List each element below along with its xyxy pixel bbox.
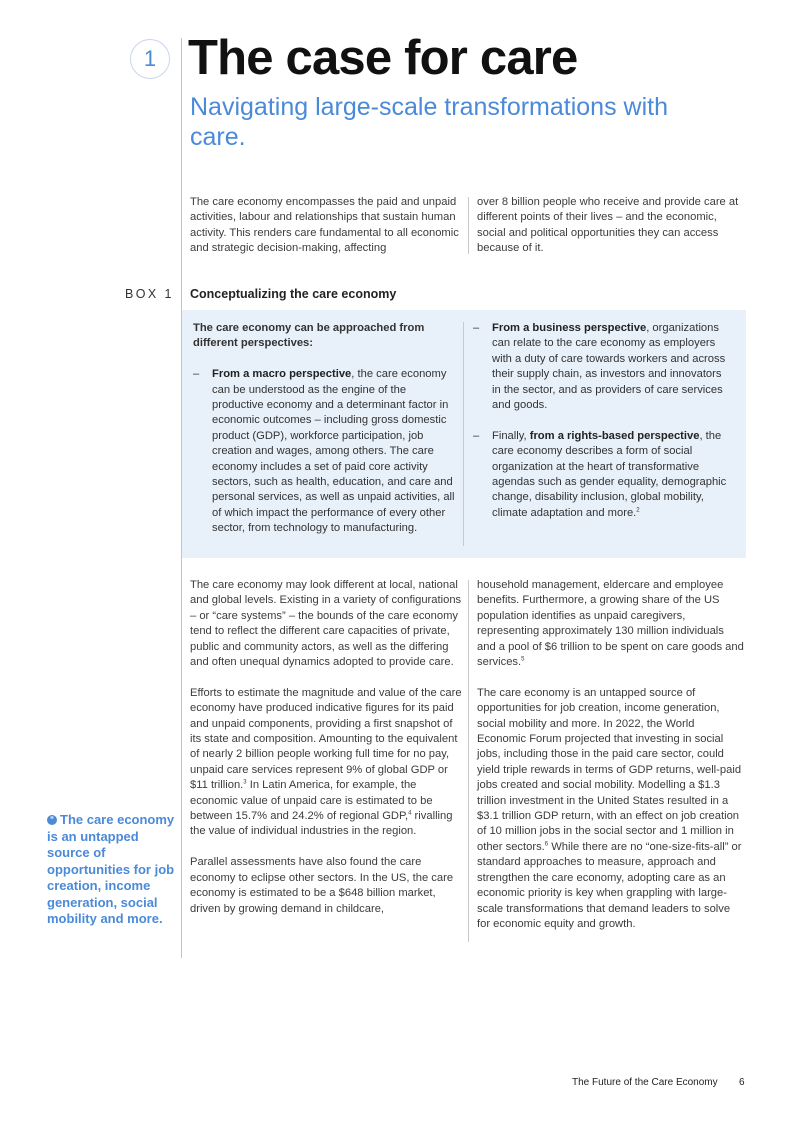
column-divider xyxy=(468,580,469,942)
column-divider xyxy=(468,197,469,254)
box-item-rights xyxy=(473,429,733,521)
footnote-ref: 2 xyxy=(636,507,640,514)
body-paragraph xyxy=(190,686,462,840)
box-left-column xyxy=(193,321,455,537)
dash-bullet: – xyxy=(193,368,200,381)
intro-text-left: The care economy encompasses the paid and unpaid activities, labour and relationships that sustain human activity. This renders care fundamental to all economic and strategic decision-making, affecting xyxy=(190,196,459,255)
body-paragraph xyxy=(477,578,745,670)
box-item-text: , organizations can relate to the care economy as employers with a duty of care towards workers and across their supply chain, as investors and innovators in the sector, and as providers of care services and goods. xyxy=(492,322,726,412)
box-column-divider xyxy=(463,322,464,546)
footnote-ref: 5 xyxy=(521,656,525,663)
box-title: Conceptualizing the care economy xyxy=(190,287,397,301)
body-paragraph: Parallel assessments have also found the care economy to eclipse other sectors. In the US, the care economy is estimated to be a $648 billion market, driven by growing demand in childcare, xyxy=(190,856,454,915)
pull-quote xyxy=(47,812,175,928)
body-left-column xyxy=(190,578,462,917)
box-item-bold: from a rights-based perspective xyxy=(529,429,700,442)
box-item-bold: From a business perspective xyxy=(492,322,647,334)
paragraph-text: While there are no “one-size-fits-all” or standard approaches to measure, approach and strengthen the care economy, adopting care as an economic priority is key when grappling with large-scale transformations that demand leaders to solve for economic equity and growth. xyxy=(477,840,742,930)
box-item-text: , the care economy describes a form of social organization at the heart of transformative agendas such as gender equality, demographic change, disability inclusion, global mobility, climate adaptation and more. xyxy=(492,429,727,519)
footnote-ref: 3 xyxy=(243,779,247,786)
body-right-column xyxy=(477,578,745,932)
body-paragraph xyxy=(477,686,745,933)
box-item-bold: From a macro perspective xyxy=(212,368,352,381)
paragraph-text: In Latin America, for example, the economic value of unpaid care is estimated to be between 15.7% and 24.2% of regional GDP, xyxy=(190,779,433,823)
paragraph-text: Efforts to estimate the magnitude and value of the care economy have produced indicative figures for its paid and unpaid components, providing a first snapshot of its state and composition. Amounting to the equivalent of nearly 2 billion people working full time for no pay, unpaid care services represent 9% of global GDP or $11 trillion. xyxy=(190,686,462,792)
paragraph-text: household management, eldercare and employee benefits. Furthermore, a growing share of the US population identifies as unpaid caregivers, representing approximately 130 million individuals and a pool of $6 trillion to be spent on care goods and services. xyxy=(477,579,744,669)
intro-right-column xyxy=(477,195,745,257)
intro-left-column xyxy=(190,195,462,257)
box-item-business xyxy=(473,321,733,413)
paragraph-text: The care economy is an untapped source of opportunities for job creation, income generation, social mobility and more. In 2022, the World Economic Forum projected that investing in social jobs, including those in the paid care sector, could yield triple rewards in terms of GDP returns, well-paid jobs created and social mobility. Modelling a $1.3 trillion investment in the United States resulted in a $3.1 trillion GDP return, with an effect on job creation of 10 million jobs in the social sector and 1 million in other sectors. xyxy=(477,686,742,853)
page-subtitle: Navigating large-scale transformations with care. xyxy=(190,93,668,151)
footnote-ref: 4 xyxy=(408,810,412,817)
dash-bullet: – xyxy=(473,322,480,334)
pull-quote-text: The care economy is an untapped source of opportunities for job creation, income generation, social mobility and more. xyxy=(47,812,175,926)
dash-bullet: – xyxy=(473,429,480,442)
footer-publication-title: The Future of the Care Economy xyxy=(572,1077,718,1088)
box-item-lead: Finally, xyxy=(492,429,530,442)
box-item-macro xyxy=(193,367,455,536)
box-intro: The care economy can be approached from different perspectives: xyxy=(193,322,425,350)
box-right-column xyxy=(473,321,733,521)
page-number: 6 xyxy=(739,1077,745,1088)
body-paragraph: The care economy may look different at local, national and global levels. Existing in a variety of configurations – or “care systems” – the bounds of the care economy tend to reflect the different care capacities of private, public and community actors, as well as the differing and often unequal dynamics adopted to provide care. xyxy=(190,579,462,669)
paragraph-text: rivalling the value of individual industries in the region. xyxy=(190,810,453,838)
page-title: The case for care xyxy=(188,31,578,85)
box-item-text: , the care economy can be understood as the engine of the productive economy and a determinant factor in economic outcomes – including gross domestic product (GDP), workforce participation, job creation and wages, among others. The care economy includes a set of paid core activity sectors, such as health, education, and care and personal services, as well as unpaid activities, all of which impact the performance of every other sector, from technology to manufacturing. xyxy=(212,368,455,535)
footnote-ref: 6 xyxy=(544,841,549,848)
box-label: BOX 1 xyxy=(125,287,174,301)
intro-text-right: over 8 billion people who receive and provide care at different points of their lives – and the economic, social and political opportunities they can access because of it. xyxy=(477,196,739,255)
quote-icon: “ xyxy=(47,815,57,825)
chapter-number-badge: 1 xyxy=(130,39,170,79)
